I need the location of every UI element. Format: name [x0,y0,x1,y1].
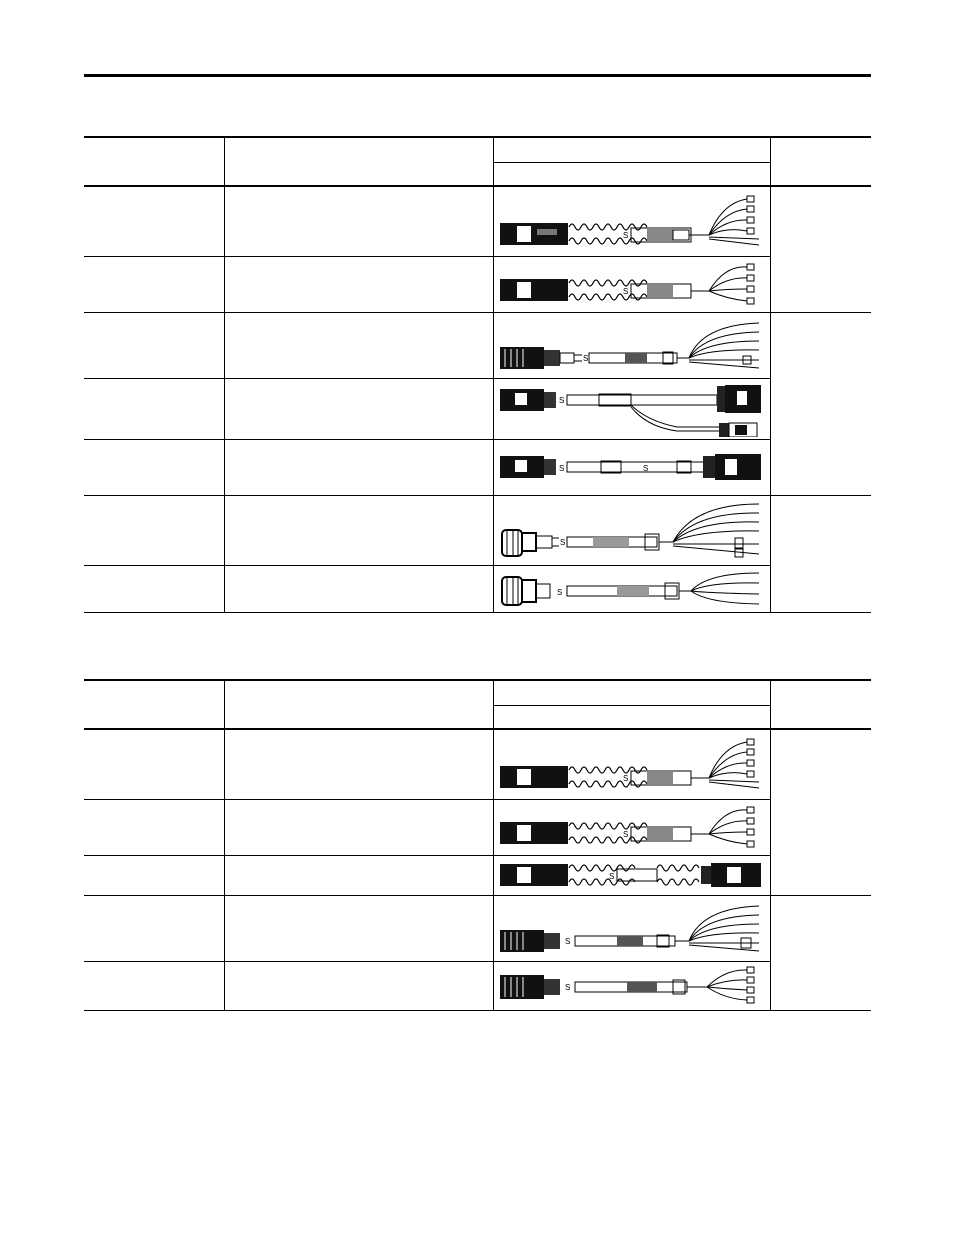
straight-cable-connector-both-ends-image [497,445,767,489]
table-header-cell [493,162,770,186]
table-cell [493,961,770,1010]
table-row [84,439,871,495]
svg-text:S: S [556,587,562,597]
table-row [84,378,871,439]
straight-cable-flying-leads-4-image [497,965,767,1007]
circular-connector-cable-flying-leads-6-image [497,500,767,560]
cable-table-2 [84,679,871,1011]
svg-text:S: S [622,774,628,784]
table-cell [224,565,493,612]
table-cell [770,729,871,895]
table-cell [84,855,224,895]
straight-cable-flying-leads-6-image [497,317,767,373]
table-row [84,495,871,565]
table-cell [493,186,770,256]
svg-text:S: S [564,937,570,946]
table-header-cell [770,137,871,186]
table-row [84,799,871,855]
table-cell [493,855,770,895]
circular-connector-cable-flying-leads-4-image [497,569,767,609]
page-top-rule [84,74,871,77]
table-header-cell [84,680,224,729]
table-row [84,961,871,1010]
spiral-cable-flying-leads-6-image [497,736,767,792]
table-header-cell [493,137,770,162]
svg-text:S: S [622,231,628,241]
straight-cable-y-split-connectors-image [497,381,767,437]
table-cell [224,855,493,895]
table-cell [770,312,871,495]
table-cell [224,312,493,378]
table-cell [493,495,770,565]
table-header-cell [224,137,493,186]
cable-table-1 [84,136,871,613]
table-row [84,855,871,895]
table-row [84,312,871,378]
table-cell [770,495,871,612]
table-cell [84,895,224,961]
table-cell [84,439,224,495]
table-header-cell [224,680,493,729]
table-header-cell [84,137,224,186]
table-row [84,729,871,799]
table-cell [224,895,493,961]
table-cell [84,312,224,378]
table-cell [84,256,224,312]
table-cell [224,799,493,855]
svg-text:S: S [622,287,628,296]
table-cell [493,565,770,612]
table-cell [84,961,224,1010]
table-cell [493,256,770,312]
table-header-cell [493,705,770,729]
table-cell [224,439,493,495]
spiral-cable-connector-both-ends-image [497,858,767,892]
svg-text:S: S [608,872,614,881]
table-cell [84,799,224,855]
table-row [84,186,871,256]
table-row [84,565,871,612]
table-cell [493,895,770,961]
table-cell [84,186,224,256]
table-cell [224,378,493,439]
table-row [84,895,871,961]
table-cell [493,378,770,439]
table-header-cell [770,680,871,729]
table-cell [224,495,493,565]
svg-text:S: S [582,354,588,363]
table-cell [224,256,493,312]
table-cell [224,729,493,799]
table-cell [84,565,224,612]
table-cell [770,895,871,1010]
svg-text:S: S [622,830,628,839]
table-cell [493,729,770,799]
spiral-cable-flying-leads-4-image [497,804,767,850]
table-cell [493,439,770,495]
table-cell [224,186,493,256]
spiral-cable-flying-leads-4-image [497,261,767,307]
table-cell [493,312,770,378]
table-cell [84,378,224,439]
table-cell [84,495,224,565]
svg-text:S: S [564,982,570,992]
svg-text:S: S [642,464,648,473]
table-row [84,256,871,312]
straight-cable-flying-leads-6-image [497,900,767,956]
svg-text:S: S [558,395,564,405]
svg-text:S: S [558,464,564,473]
table-cell [770,186,871,312]
spiral-cable-flying-leads-6-image [497,193,767,249]
svg-text:S: S [559,538,565,547]
table-header-cell [493,680,770,705]
table-cell [84,729,224,799]
table-cell [493,799,770,855]
table-cell [224,961,493,1010]
